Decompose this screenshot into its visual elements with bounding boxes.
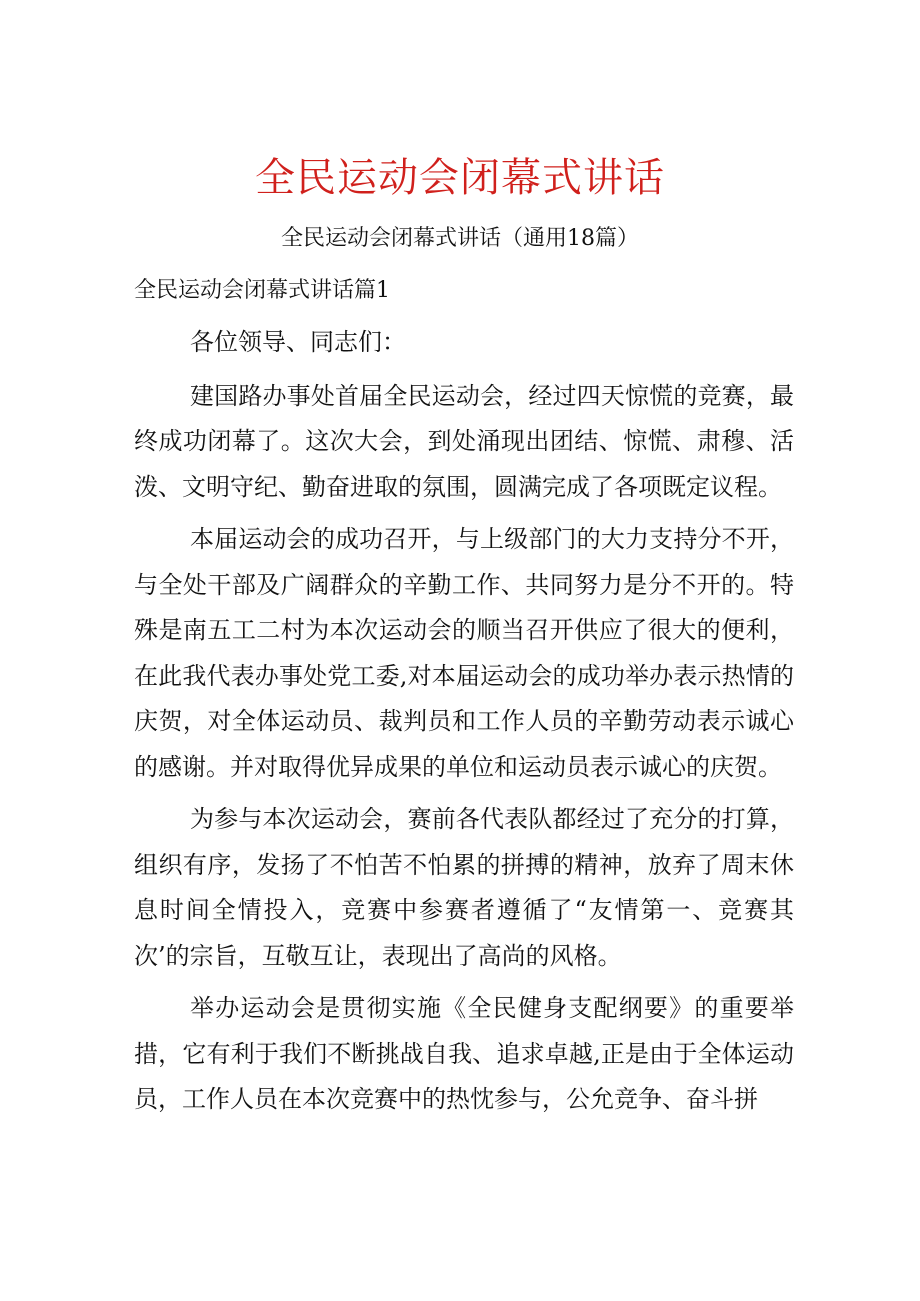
paragraph-1: 建国路办事处首届全民运动会，经过四天惊慌的竞赛，最终成功闭幕了。这次大会，到处涌现出团结、惊慌、肃穆、活泼、文明守纪、勤奋进取的氛围，圆满完成了各项既定议程。: [134, 381, 794, 501]
document-body: [134, 320, 794, 1130]
section-heading: 全民运动会闭幕式讲话篇1: [134, 278, 390, 303]
document-title: 全民运动会闭幕式讲话: [255, 155, 665, 201]
greeting: 各位领导、同志们：: [190, 328, 406, 356]
paragraph-4: 举办运动会是贯彻实施《全民健身支配纲要》的重要举措，它有利于我们不断挑战自我、追求卓越,正是由于全体运动员，工作人员在本次竞赛中的热忱参与，公允竞争、奋斗拼: [134, 994, 794, 1113]
paragraph-2: 本届运动会的成功召开，与上级部门的大力支持分不开，与全处干部及广阔群众的辛勤工作、共同努力是分不开的。特殊是南五工二村为本次运动会的顺当召开供应了很大的便利，在此我代表办事处党工委,对本届运动会的成功举办表示热情的庆贺，对全体运动员、裁判员和工作人员的辛勤劳动表示诚心的感谢。并对取得优异成果的单位和运动员表示诚心的庆贺。: [134, 525, 794, 781]
paragraph-3: 为参与本次运动会，赛前各代表队都经过了充分的打算，组织有序，发扬了不怕苦不怕累的拼搏的精神，放弃了周末休息时间全情投入，竞赛中参赛者遵循了“友情第一、竞赛其次’的宗旨，互敬互让，表现出了高尚的风格。: [134, 805, 794, 970]
document-subtitle: 全民运动会闭幕式讲话（通用18篇）: [281, 226, 639, 251]
